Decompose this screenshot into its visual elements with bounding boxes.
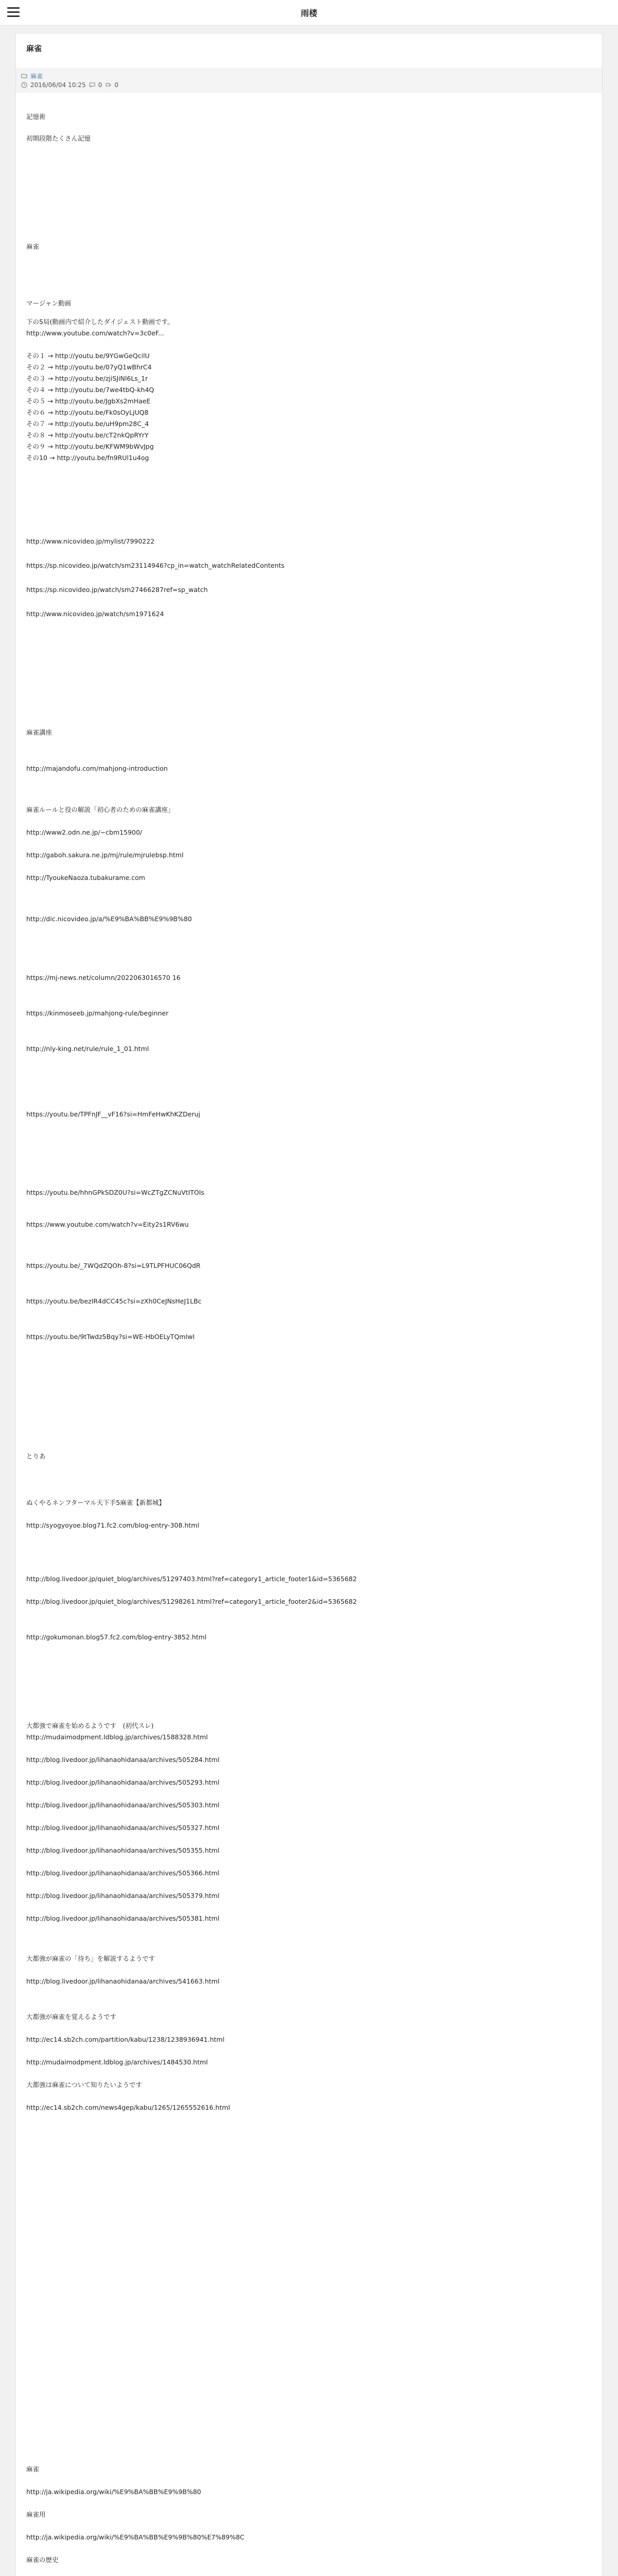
body-line: 大都強が麻雀を覚えるようです — [26, 2013, 117, 2021]
body-line: https://sp.nicovideo.jp/watch/sm27466287ref=sp_watch — [26, 586, 208, 594]
body-paragraph — [26, 1822, 592, 1845]
body-line: http://ec14.sb2ch.com/partition/kabu/1238/1238936941.html — [26, 2036, 225, 2043]
entry-meta — [16, 68, 602, 93]
body-line: 麻雀用 — [26, 2511, 46, 2518]
body-line: http://gaboh.sakura.ne.jp/mj/rule/mjrulebsp.html — [26, 851, 184, 859]
body-paragraph — [26, 2464, 592, 2486]
body-line: 下の5局(動画内で紹介したダイジェスト動画です。 — [26, 318, 174, 326]
body-paragraph — [26, 2079, 592, 2102]
body-line: http://www.youtube.com/watch?v=3c0eF... — [26, 329, 164, 337]
body-line: http://blog.livedoor.jp/lihanaohidanaa/archives/505381.html — [26, 1914, 220, 1922]
body-line: http://gokumonan.blog57.fc2.com/blog-entry-3852.html — [26, 1633, 207, 1641]
body-line: https://youtu.be/bezIR4dCC45c?si=zXh0CeJNsHeJ1LBc — [26, 1297, 202, 1305]
clock-icon — [21, 82, 27, 88]
body-line: 麻雀の歴史 — [26, 2556, 59, 2564]
body-paragraph — [26, 2486, 592, 2509]
body-line: その３ → http://youtu.be/zjiSJiNl6Ls_1r — [26, 375, 148, 382]
body-line: http://TyoukeNaoza.tubakurame.com — [26, 874, 145, 882]
entry-title: 麻雀 — [26, 44, 42, 53]
blog-title[interactable]: 雨楼 — [300, 8, 317, 18]
body-line: 麻雀 — [26, 2465, 40, 2473]
body-paragraph — [26, 608, 592, 727]
body-line: http://nly-king.net/rule/rule_1_01.html — [26, 1045, 149, 1053]
body-paragraph — [26, 1720, 592, 1754]
body-line: 麻雀ルールと役の解説「初心者のための麻雀講座」 — [26, 806, 175, 814]
body-paragraph — [26, 1187, 592, 1219]
folder-icon — [21, 73, 27, 79]
body-line: その４ → http://youtu.be/7we4tbQ-kh4Q — [26, 386, 154, 394]
body-paragraph — [26, 727, 592, 763]
body-paragraph — [26, 1008, 592, 1043]
body-paragraph — [26, 1573, 592, 1596]
body-line: 初期段階たくさん記憶 — [26, 134, 91, 142]
body-line: http://ja.wikipedia.org/wiki/%E9%BA%BB%E9%9B%80%E7%89%8C — [26, 2533, 245, 2541]
body-paragraph — [26, 1845, 592, 1868]
entry-body — [26, 111, 592, 2576]
comment-count[interactable]: 0 — [98, 81, 102, 89]
body-paragraph — [26, 560, 592, 584]
body-line: http://mudaimodpment.ldblog.jp/archives/1484530.html — [26, 2058, 208, 2066]
trackback-count[interactable]: 0 — [114, 81, 118, 89]
body-line: http://blog.livedoor.jp/lihanaohidanaa/archives/505355.html — [26, 1846, 220, 1854]
body-line: とりあ — [26, 1452, 46, 1460]
body-paragraph — [26, 350, 592, 536]
body-paragraph — [26, 1953, 592, 1976]
body-line: その７ → http://youtu.be/uH9pm28C_4 — [26, 420, 149, 428]
body-paragraph — [26, 2554, 592, 2576]
body-line: https://kinmoseeb.jp/mahjong-rule/beginner — [26, 1009, 169, 1017]
comment-icon — [89, 82, 95, 88]
entry-category[interactable]: 麻雀 — [30, 72, 43, 80]
body-paragraph — [26, 2011, 592, 2034]
body-line: 麻雀講座 — [26, 728, 53, 736]
body-paragraph — [26, 584, 592, 608]
body-line: http://www.nicovideo.jp/watch/sm1971624 — [26, 610, 164, 618]
body-paragraph — [26, 972, 592, 1008]
body-line: ぬくやるネンフターマル天下手5麻雀【新都城】 — [26, 1499, 165, 1506]
body-paragraph — [26, 804, 592, 827]
body-paragraph — [26, 1913, 592, 1953]
body-line: http://blog.livedoor.jp/lihanaohidanaa/archives/505366.html — [26, 1869, 220, 1877]
body-line: http://dic.nicovideo.jp/a/%E9%BA%BB%E9%9B%80 — [26, 915, 192, 923]
entry-datetime: 2016/06/04 10:25 — [30, 81, 86, 89]
body-paragraph — [26, 1777, 592, 1800]
top-bar — [0, 0, 618, 26]
entry-card — [15, 33, 603, 2576]
body-line: その５ → http://youtu.be/JgbXs2mHaeE — [26, 397, 151, 405]
body-paragraph — [26, 1109, 592, 1187]
body-line: マージャン動画 — [26, 299, 72, 307]
body-paragraph — [26, 850, 592, 872]
body-line: http://mudaimodpment.ldblog.jp/archives/1588328.html — [26, 1733, 208, 1741]
body-paragraph — [26, 241, 592, 298]
body-line: http://blog.livedoor.jp/lihanaohidanaa/archives/505284.html — [26, 1756, 220, 1764]
body-paragraph — [26, 2509, 592, 2532]
body-line: 記憶術 — [26, 113, 46, 121]
body-line: https://sp.nicovideo.jp/watch/sm23114946?cp_in=watch_watchRelatedContents — [26, 562, 285, 569]
body-line: https://youtu.be/9tTwdz5Bqy?si=WE-HbOELyTQmIwI — [26, 1333, 195, 1341]
body-line: https://youtu.be/hhnGPkSDZ0U?si=WcZTgZCNuVtITOIs — [26, 1189, 204, 1196]
body-line: http://blog.livedoor.jp/lihanaohidanaa/archives/505293.html — [26, 1778, 220, 1786]
body-paragraph — [26, 1219, 592, 1260]
body-line: http://blog.livedoor.jp/lihanaohidanaa/archives/505379.html — [26, 1892, 220, 1900]
body-paragraph — [26, 763, 592, 804]
body-paragraph — [26, 1754, 592, 1777]
body-line: http://blog.livedoor.jp/lihanaohidanaa/archives/505327.html — [26, 1824, 220, 1832]
body-paragraph — [26, 913, 592, 972]
body-paragraph — [26, 1260, 592, 1296]
body-line: https://www.youtube.com/watch?v=Eity2s1RV6wu — [26, 1221, 189, 1228]
body-paragraph — [26, 536, 592, 560]
body-line: その１ → http://youtu.be/9YGwGeQcilU — [26, 352, 150, 360]
body-line: 大都強で麻雀を始めるようです (初代スレ) — [26, 1722, 154, 1730]
trackback-icon — [105, 82, 111, 88]
body-line: http://blog.livedoor.jp/quiet_blog/archives/51297403.html?ref=category1_article_footer1&id=5365682 — [26, 1575, 357, 1583]
body-line: その９ → http://youtu.be/KFWM9bWvJpg — [26, 443, 154, 450]
body-paragraph — [26, 1868, 592, 1890]
body-line: http://www.nicovideo.jp/mylist/7990222 — [26, 537, 155, 545]
body-paragraph — [26, 1497, 592, 1520]
body-paragraph — [26, 827, 592, 850]
body-paragraph — [26, 1632, 592, 1720]
body-line: 大都強は麻雀について知りたいようです — [26, 2081, 142, 2089]
body-paragraph — [26, 1331, 592, 1451]
body-line: http://blog.livedoor.jp/lihanaohidanaa/archives/505303.html — [26, 1801, 220, 1809]
body-line: http://ec14.sb2ch.com/news4gep/kabu/1265/1265552616.html — [26, 2104, 230, 2111]
body-line: http://blog.livedoor.jp/quiet_blog/archives/51298261.html?ref=category1_article_footer2&id=5365682 — [26, 1598, 357, 1605]
body-paragraph — [26, 111, 592, 133]
body-line: http://blog.livedoor.jp/lihanaohidanaa/archives/541663.html — [26, 1977, 220, 1985]
body-line: http://www2.odn.ne.jp/~cbm15900/ — [26, 828, 143, 836]
body-line: https://youtu.be/TPFnJF__vF16?si=HmFeHwKhKZDeruj — [26, 1110, 200, 1118]
body-line: その６ → http://youtu.be/Fk0sOyLjUQ8 — [26, 409, 149, 416]
body-line: 麻雀 — [26, 243, 40, 250]
body-line: https://youtu.be/_7WQdZQOh-8?si=L9TLPFHUC06QdR — [26, 1262, 201, 1269]
body-paragraph — [26, 1296, 592, 1331]
body-paragraph — [26, 1800, 592, 1822]
body-paragraph — [26, 872, 592, 913]
body-paragraph — [26, 2102, 592, 2464]
body-paragraph — [26, 1451, 592, 1497]
body-line: その２ → http://youtu.be/07yQ1wBhrC4 — [26, 363, 152, 371]
body-paragraph — [26, 1043, 592, 1109]
body-paragraph — [26, 133, 592, 241]
body-line: 大都強が麻雀の「待ち」を解説するようです — [26, 1955, 156, 1962]
body-paragraph — [26, 1976, 592, 2011]
body-line: https://mj-news.net/column/2022063016570 16 — [26, 974, 181, 981]
body-paragraph — [26, 1520, 592, 1573]
body-paragraph — [26, 2034, 592, 2057]
body-paragraph — [26, 2057, 592, 2079]
body-line: その８ → http://youtu.be/cT2nkQpRYrY — [26, 431, 149, 439]
body-paragraph — [26, 1596, 592, 1632]
body-line: http://ja.wikipedia.org/wiki/%E9%BA%BB%E9%9B%80 — [26, 2488, 201, 2496]
body-paragraph — [26, 2532, 592, 2554]
hamburger-icon[interactable] — [7, 7, 20, 18]
body-paragraph — [26, 1890, 592, 1913]
body-line: http://syogyoyoe.blog71.fc2.com/blog-entry-308.html — [26, 1521, 199, 1529]
body-paragraph — [26, 298, 592, 316]
body-line: http://majandofu.com/mahjong-introduction — [26, 765, 168, 772]
body-line: その10 → http://youtu.be/fn9RUl1u4og — [26, 454, 149, 462]
body-paragraph — [26, 316, 592, 350]
